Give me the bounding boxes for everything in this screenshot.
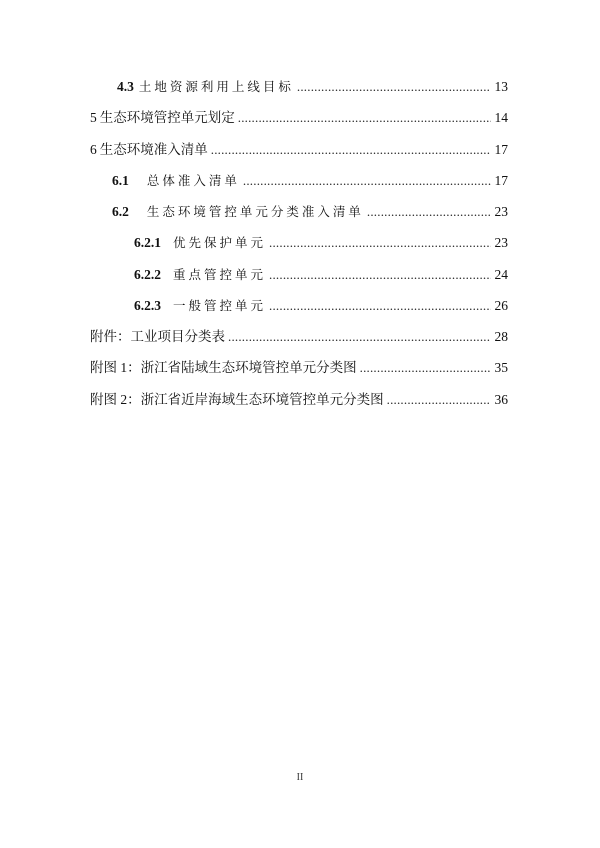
toc-entry-figure-1[interactable]: [90, 358, 508, 378]
toc-entry-6-2-3[interactable]: [134, 296, 508, 316]
toc-entry-6[interactable]: [90, 140, 508, 160]
toc-entry-number: 4.3: [117, 79, 134, 94]
toc-entry-title: 一般管控单元: [173, 298, 267, 313]
dot-leader: [243, 171, 491, 191]
toc-entry-title: 生态环境准入清单: [99, 142, 208, 157]
dot-leader: [211, 140, 491, 160]
toc-entry-number: 6.2: [112, 204, 129, 219]
toc-entry-number: 6.2.2: [134, 267, 161, 282]
toc-entry-page: 24: [494, 267, 508, 282]
toc-entry-page: 23: [494, 204, 508, 219]
dot-leader: [360, 358, 491, 378]
dot-leader: [269, 296, 491, 316]
toc-entry-page: 35: [494, 360, 508, 375]
dot-leader: [238, 108, 491, 128]
toc-entry-title: 附图 2：浙江省近岸海域生态环境管控单元分类图: [90, 392, 384, 407]
toc-entry-4-3[interactable]: [117, 77, 508, 97]
toc-entry-page: 28: [494, 329, 508, 344]
toc-entry-6-2[interactable]: [112, 202, 508, 222]
toc-entry-number: 5: [90, 110, 97, 125]
toc-entry-page: 26: [494, 298, 508, 313]
toc-entry-number: 6.1: [112, 173, 129, 188]
page-number-footer: II: [296, 772, 304, 783]
toc-entry-6-1[interactable]: [112, 171, 508, 191]
toc-entry-title: 土地资源利用上线目标: [138, 79, 294, 94]
toc-entry-page: 13: [494, 79, 508, 94]
toc-entry-title: 总体准入清单: [146, 173, 240, 188]
dot-leader: [269, 265, 491, 285]
toc-entry-number: 6.2.3: [134, 298, 161, 313]
toc-entry-figure-2[interactable]: [90, 390, 508, 410]
toc-entry-page: 17: [494, 173, 508, 188]
toc-entry-title: 附件：工业项目分类表: [90, 329, 225, 344]
toc-entry-title: 生态环境管控单元划定: [99, 110, 235, 125]
toc-entry-title: 附图 1：浙江省陆域生态环境管控单元分类图: [90, 360, 357, 375]
toc-entry-title: 重点管控单元: [173, 267, 267, 282]
toc-entry-6-2-1[interactable]: [134, 233, 508, 253]
toc-entry-page: 17: [494, 142, 508, 157]
toc-entry-page: 36: [494, 392, 508, 407]
toc-entry-6-2-2[interactable]: [134, 265, 508, 285]
toc-entry-number: 6: [90, 142, 97, 157]
toc-entry-title: 生态环境管控单元分类准入清单: [146, 204, 364, 219]
dot-leader: [387, 390, 491, 410]
dot-leader: [228, 327, 491, 347]
dot-leader: [269, 233, 491, 253]
toc-entry-page: 14: [494, 110, 508, 125]
toc-entry-page: 23: [494, 235, 508, 250]
toc-entry-appendix[interactable]: [90, 327, 508, 347]
dot-leader: [297, 77, 491, 97]
toc-entry-5[interactable]: [90, 108, 508, 128]
toc-entry-title: 优先保护单元: [173, 235, 267, 250]
dot-leader: [367, 202, 491, 222]
toc-entry-number: 6.2.1: [134, 235, 161, 250]
